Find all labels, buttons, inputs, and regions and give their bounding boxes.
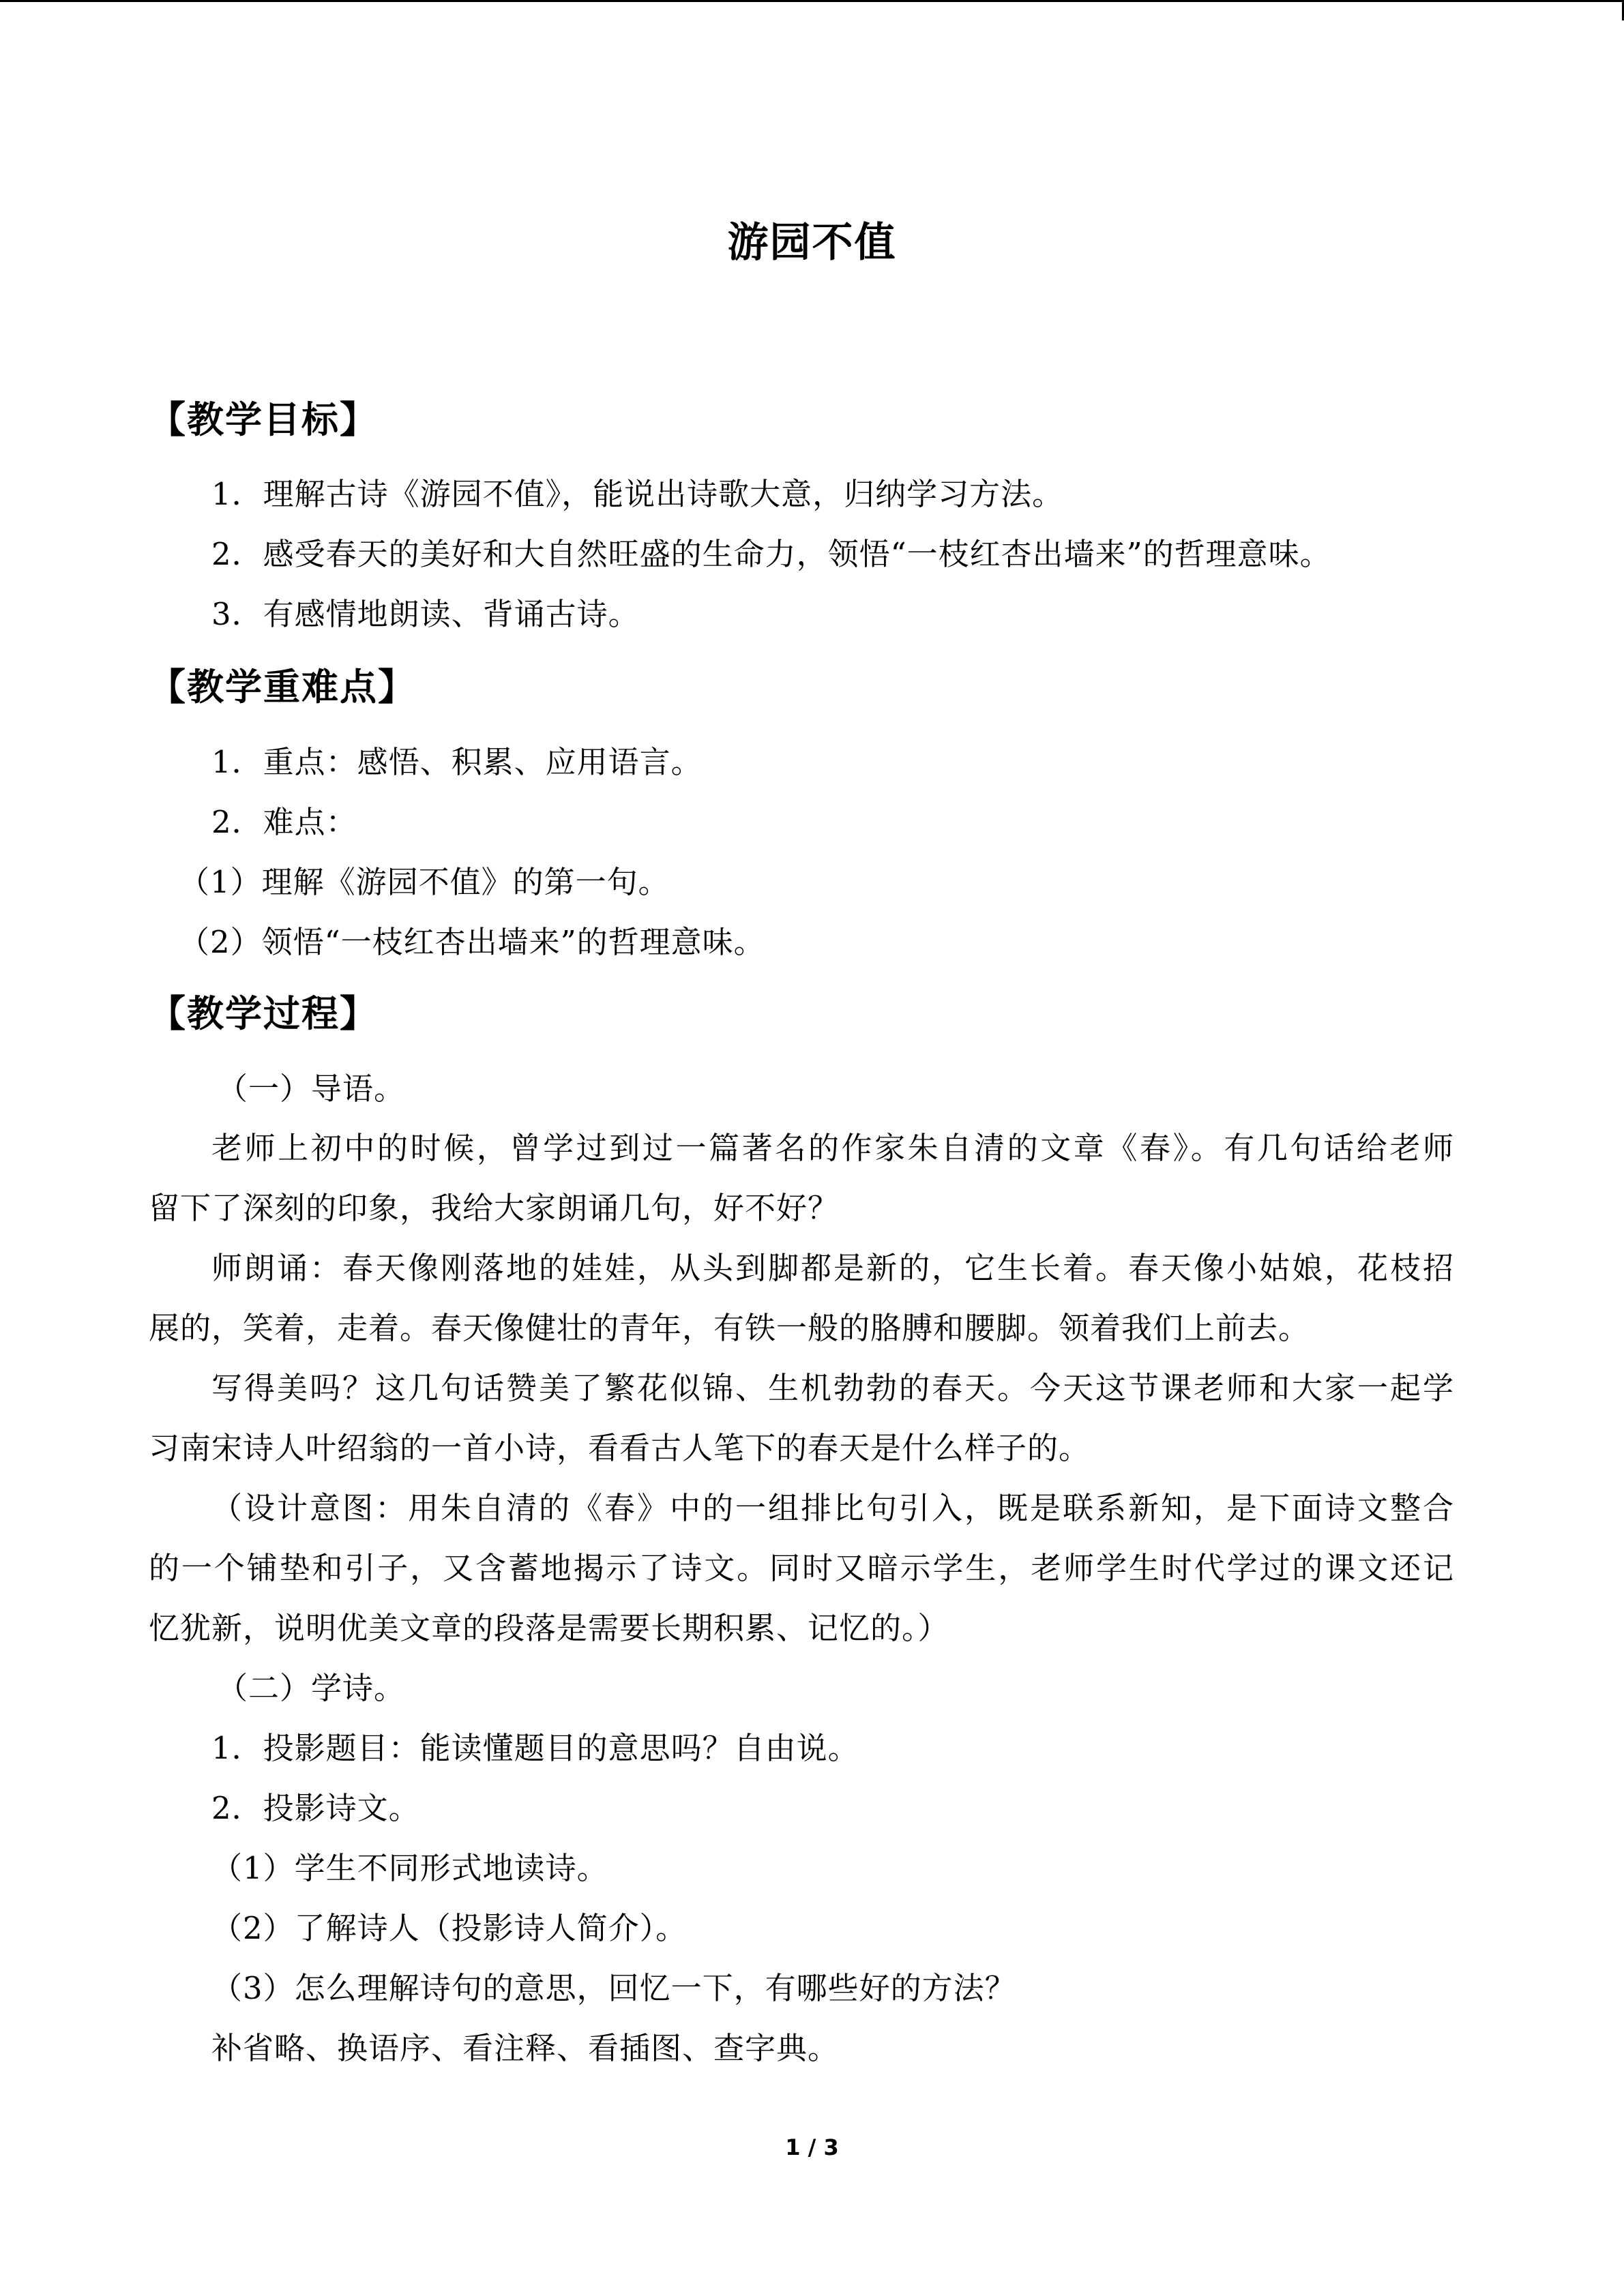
process-line: 写得美吗？这几句话赞美了繁花似锦、生机勃勃的春天。今天这节课老师和大家一起学 [211, 1370, 1454, 1406]
page-title: 游园不值 [727, 219, 897, 267]
process-line: （3）怎么理解诗句的意思，回忆一下，有哪些好的方法？ [211, 1970, 1016, 2006]
goal-item: 2．感受春天的美好和大自然旺盛的生命力，领悟“一枝红杏出墙来”的哲理意味。 [211, 536, 1331, 572]
process-line: 习南宋诗人叶绍翁的一首小诗，看看古人笔下的春天是什么样子的。 [149, 1430, 1091, 1466]
process-line: 师朗诵：春天像刚落地的娃娃，从头到脚都是新的，它生长着。春天像小姑娘，花枝招 [211, 1250, 1454, 1286]
key-point-item: 1．重点：感悟、积累、应用语言。 [211, 744, 703, 780]
key-point-item: 2．难点： [211, 804, 357, 840]
process-line: （设计意图：用朱自清的《春》中的一组排比句引入，既是联系新知，是下面诗文整合 [211, 1490, 1454, 1526]
goal-item: 1．理解古诗《游园不值》，能说出诗歌大意，归纳学习方法。 [211, 476, 1064, 512]
process-line: 老师上初中的时候，曾学过到过一篇著名的作家朱自清的文章《春》。有几句话给老师 [211, 1130, 1454, 1166]
process-line: 留下了深刻的印象，我给大家朗诵几句，好不好？ [149, 1190, 840, 1226]
key-point-item: （2）领悟“一枝红杏出墙来”的哲理意味。 [179, 924, 765, 960]
section-heading-key-points: 【教学重难点】 [149, 666, 416, 709]
section-heading-goals: 【教学目标】 [149, 398, 378, 441]
process-line: （一）导语。 [217, 1071, 406, 1107]
process-line: 1．投影题目：能读懂题目的意思吗？自由说。 [211, 1730, 859, 1766]
process-line: 展的，笑着，走着。春天像健壮的青年，有铁一般的胳膊和腰脚。领着我们上前去。 [149, 1310, 1310, 1346]
process-line: 补省略、换语序、看注释、看插图、查字典。 [211, 2030, 840, 2066]
section-heading-process: 【教学过程】 [149, 992, 378, 1035]
key-point-item: （1）理解《游园不值》的第一句。 [179, 864, 670, 900]
goal-item: 3．有感情地朗读、背诵古诗。 [211, 596, 640, 632]
process-line: 忆犹新，说明优美文章的段落是需要长期积累、记忆的。） [149, 1610, 949, 1646]
page-number: 1 / 3 [785, 2134, 839, 2160]
process-line: 的一个铺垫和引子，又含蓄地揭示了诗文。同时又暗示学生，老师学生时代学过的课文还记 [149, 1550, 1454, 1586]
process-line: （二）学诗。 [217, 1670, 406, 1706]
top-border-line [0, 0, 1624, 2]
process-line: 2．投影诗文。 [211, 1790, 420, 1826]
process-line: （1）学生不同形式地读诗。 [211, 1850, 608, 1886]
process-line: （2）了解诗人（投影诗人简介）。 [211, 1910, 688, 1946]
